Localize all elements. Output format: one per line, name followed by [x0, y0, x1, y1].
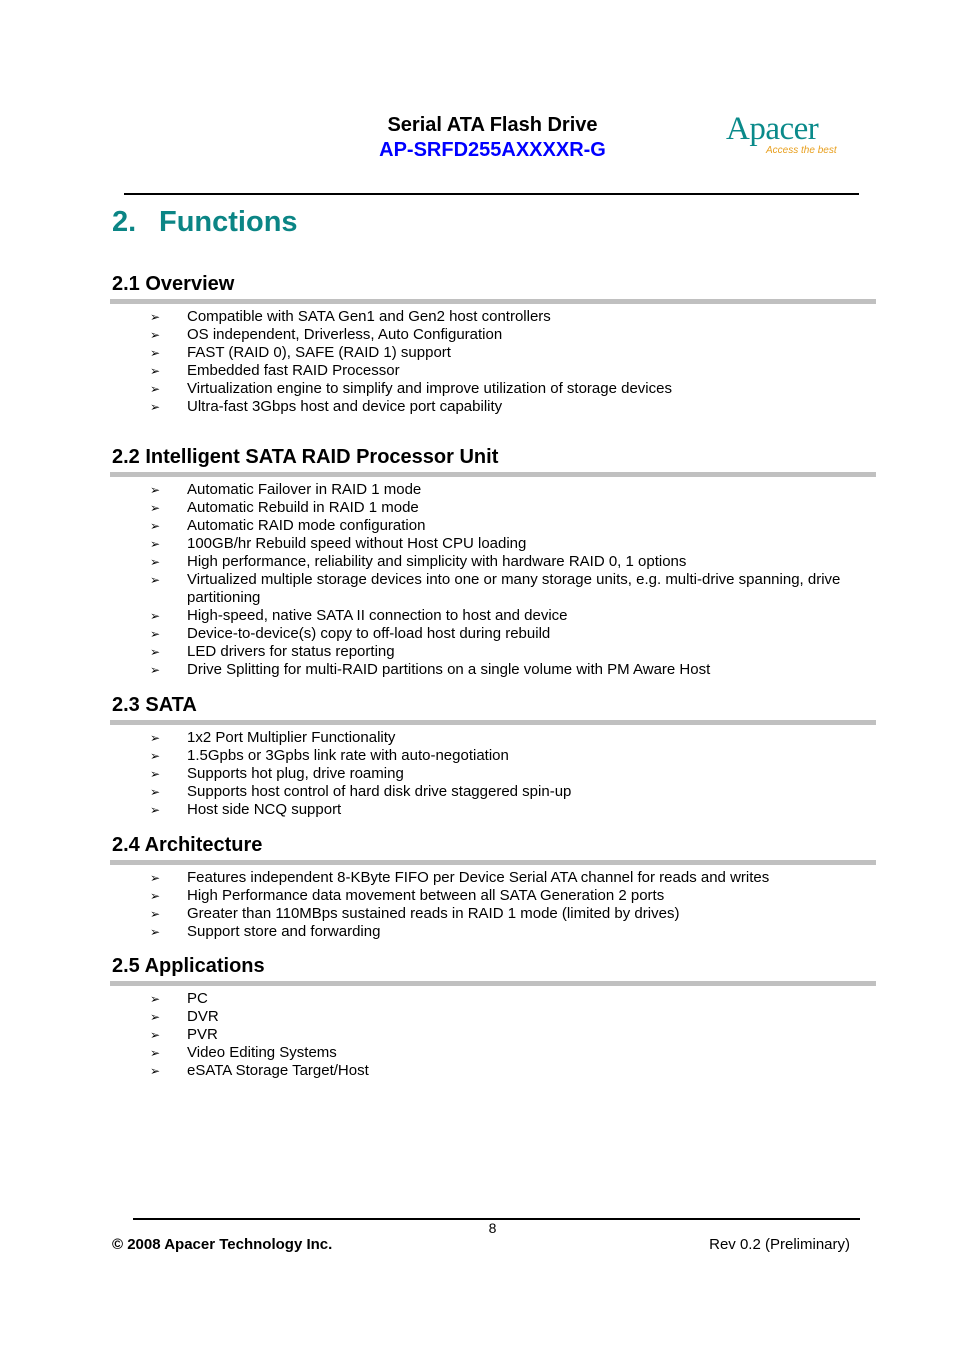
list-item: ➢ LED drivers for status reporting	[150, 643, 395, 660]
revision-label: Rev 0.2 (Preliminary)	[709, 1236, 850, 1253]
arrow-bullet-icon: ➢	[150, 364, 161, 378]
list-item: ➢ Virtualization engine to simplify and improve utilization of storage devices	[150, 380, 672, 397]
section-applications	[110, 954, 876, 1080]
header-divider	[124, 193, 859, 195]
list-item: ➢ eSATA Storage Target/Host	[150, 1062, 369, 1079]
arrow-bullet-icon: ➢	[150, 871, 161, 885]
arrow-bullet-icon: ➢	[150, 749, 161, 763]
part-number: AP-SRFD255AXXXXR-G	[379, 139, 606, 161]
list-item: ➢ 1x2 Port Multiplier Functionality	[150, 729, 396, 746]
list-item: ➢ Support store and forwarding	[150, 923, 381, 940]
arrow-bullet-icon: ➢	[150, 537, 161, 551]
chapter-number: 2.	[112, 206, 137, 238]
arrow-bullet-icon: ➢	[150, 400, 161, 414]
list-item: ➢ DVR	[150, 1008, 219, 1025]
arrow-bullet-icon: ➢	[150, 382, 161, 396]
section-divider	[110, 299, 876, 304]
arrow-bullet-icon: ➢	[150, 925, 161, 939]
list-item: ➢ PVR	[150, 1026, 218, 1043]
feature-list	[110, 869, 876, 941]
section-divider	[110, 860, 876, 865]
list-item: ➢ Automatic Failover in RAID 1 mode	[150, 481, 422, 498]
section-heading: 2.1 Overview	[112, 273, 235, 295]
section-heading: 2.5 Applications	[112, 955, 265, 977]
page-number: 8	[488, 1220, 497, 1236]
list-item: ➢ Greater than 110MBps sustained reads in RAID 1 mode (limited by drives)	[150, 905, 680, 922]
arrow-bullet-icon: ➢	[150, 992, 161, 1006]
arrow-bullet-icon: ➢	[150, 767, 161, 781]
list-item: ➢ 1.5Gpbs or 3Gpbs link rate with auto-negotiation	[150, 747, 509, 764]
arrow-bullet-icon: ➢	[150, 519, 161, 533]
section-architecture	[110, 833, 876, 941]
chapter-heading	[112, 204, 298, 240]
list-item: ➢ Video Editing Systems	[150, 1044, 337, 1061]
feature-list	[110, 729, 876, 819]
arrow-bullet-icon: ➢	[150, 555, 161, 569]
section-divider	[110, 981, 876, 986]
list-item: ➢ Ultra-fast 3Gbps host and device port capability	[150, 398, 503, 415]
section-heading: 2.4 Architecture	[112, 834, 263, 856]
list-item: ➢ Automatic Rebuild in RAID 1 mode	[150, 499, 419, 516]
chapter-title: Functions	[159, 206, 298, 238]
list-item: ➢ Supports host control of hard disk drive staggered spin-up	[150, 783, 572, 800]
list-item: ➢ Device-to-device(s) copy to off-load host during rebuild	[150, 625, 551, 642]
arrow-bullet-icon: ➢	[150, 346, 161, 360]
arrow-bullet-icon: ➢	[150, 889, 161, 903]
list-item: ➢ FAST (RAID 0), SAFE (RAID 1) support	[150, 344, 451, 361]
arrow-bullet-icon: ➢	[150, 310, 161, 324]
logo-wordmark: Apacer	[726, 111, 819, 147]
apacer-logo	[724, 110, 854, 160]
list-item: ➢ Host side NCQ support	[150, 801, 342, 818]
section-heading: 2.3 SATA	[112, 694, 197, 716]
section-divider	[110, 720, 876, 725]
arrow-bullet-icon: ➢	[150, 645, 161, 659]
arrow-bullet-icon: ➢	[150, 609, 161, 623]
section-heading: 2.2 Intelligent SATA RAID Processor Unit	[112, 446, 499, 468]
list-item: ➢ 100GB/hr Rebuild speed without Host CPU loading	[150, 535, 527, 552]
list-item: ➢ High-speed, native SATA II connection to host and device	[150, 607, 568, 624]
list-item: ➢ Compatible with SATA Gen1 and Gen2 host controllers	[150, 308, 551, 325]
list-item: ➢ High performance, reliability and simplicity with hardware RAID 0, 1 options	[150, 553, 687, 570]
copyright-notice: © 2008 Apacer Technology Inc.	[112, 1236, 333, 1253]
feature-list	[110, 990, 876, 1080]
list-item: ➢ Embedded fast RAID Processor	[150, 362, 400, 379]
list-item: ➢ Virtualized multiple storage devices into one or many storage units, e.g. multi-drive spanning, drive partitioning	[150, 571, 841, 606]
feature-list	[110, 481, 876, 679]
arrow-bullet-icon: ➢	[150, 501, 161, 515]
list-item: ➢ OS independent, Driverless, Auto Configuration	[150, 326, 503, 343]
arrow-bullet-icon: ➢	[150, 1064, 161, 1078]
arrow-bullet-icon: ➢	[150, 1010, 161, 1024]
arrow-bullet-icon: ➢	[150, 573, 161, 587]
section-overview	[110, 272, 876, 416]
list-item: ➢ Features independent 8-KByte FIFO per Device Serial ATA channel for reads and writes	[150, 869, 770, 886]
arrow-bullet-icon: ➢	[150, 731, 161, 745]
arrow-bullet-icon: ➢	[150, 1046, 161, 1060]
list-item: ➢ PC	[150, 990, 208, 1007]
list-item: ➢ Drive Splitting for multi-RAID partitions on a single volume with PM Aware Host	[150, 661, 711, 678]
list-item: ➢ High Performance data movement between all SATA Generation 2 ports	[150, 887, 665, 904]
arrow-bullet-icon: ➢	[150, 328, 161, 342]
arrow-bullet-icon: ➢	[150, 483, 161, 497]
section-divider	[110, 472, 876, 477]
list-item: ➢ Automatic RAID mode configuration	[150, 517, 426, 534]
arrow-bullet-icon: ➢	[150, 1028, 161, 1042]
logo-tagline: Access the best	[766, 145, 837, 156]
section-raid-processor	[110, 445, 876, 679]
arrow-bullet-icon: ➢	[150, 627, 161, 641]
list-item: ➢ Supports hot plug, drive roaming	[150, 765, 404, 782]
section-sata	[110, 693, 876, 819]
arrow-bullet-icon: ➢	[150, 803, 161, 817]
arrow-bullet-icon: ➢	[150, 907, 161, 921]
feature-list	[110, 308, 876, 416]
document-title: Serial ATA Flash Drive	[387, 114, 598, 136]
arrow-bullet-icon: ➢	[150, 663, 161, 677]
arrow-bullet-icon: ➢	[150, 785, 161, 799]
